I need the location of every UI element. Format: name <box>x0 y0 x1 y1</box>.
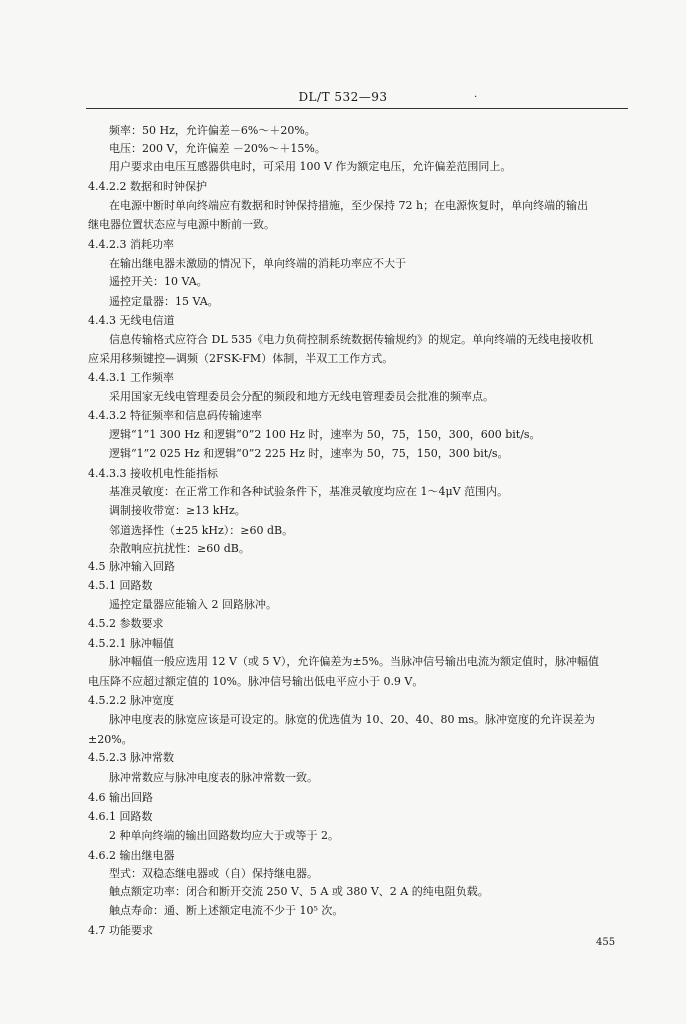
paragraph-line: 2 种单向终端的输出回路数均应大于或等于 2。 <box>109 829 339 842</box>
paragraph-line: 电压：200 V，允许偏差 －20%～＋15%。 <box>109 142 326 155</box>
paragraph-line: 脉冲幅值一般应选用 12 V（或 5 V），允许偏差为±5%。当脉冲信号输出电流为额定值时，脉冲幅值 <box>109 655 600 668</box>
section-heading: 4.4.3.3 接收机电性能指标 <box>88 467 218 480</box>
paragraph-line: 用户要求由电压互感器供电时，可采用 100 V 作为额定电压，允许偏差范围同上。 <box>109 160 512 173</box>
section-heading: 4.4.3 无线电信道 <box>88 314 175 327</box>
paragraph-line: 遥控开关：10 VA。 <box>109 275 208 288</box>
paragraph-line: 型式：双稳态继电器或（自）保持继电器。 <box>109 867 318 880</box>
paragraph-line: 在电源中断时单向终端应有数据和时钟保持措施，至少保持 72 h；在电源恢复时，单向终端的输出 <box>109 199 589 212</box>
paragraph-line: ±20%。 <box>88 733 133 746</box>
section-heading: 4.5.2.1 脉冲幅值 <box>88 637 174 650</box>
section-heading: 4.7 功能要求 <box>88 924 153 937</box>
section-heading: 4.6.2 输出继电器 <box>88 849 175 862</box>
paragraph-line: 遥控定量器：15 VA。 <box>109 295 219 308</box>
paragraph-line: 在输出继电器未激励的情况下，单向终端的消耗功率应不大于 <box>109 257 406 270</box>
section-heading: 4.5.2 参数要求 <box>88 617 164 630</box>
paragraph-line: 信息传输格式应符合 DL 535《电力负荷控制系统数据传输规约》的规定。单向终端的无线电接收机 <box>109 333 594 346</box>
page-number: 455 <box>596 937 616 948</box>
section-heading: 4.4.2.3 消耗功率 <box>88 238 174 251</box>
section-heading: 4.4.2.2 数据和时钟保护 <box>88 180 207 193</box>
section-heading: 4.5.2.2 脉冲宽度 <box>88 694 174 707</box>
paragraph-line: 应采用移频键控—调频（2FSK-FM）体制，半双工工作方式。 <box>88 352 394 365</box>
section-heading: 4.5.1 回路数 <box>88 579 153 592</box>
paragraph-line: 触点寿命：通、断上述额定电流不少于 10⁵ 次。 <box>109 904 344 917</box>
paragraph-line: 脉冲电度表的脉宽应该是可设定的。脉宽的优选值为 10、20、40、80 ms。脉冲宽度的允许误差为 <box>109 713 596 726</box>
paragraph-line: 杂散响应抗扰性：≥60 dB。 <box>109 542 250 555</box>
paragraph-line: 电压降不应超过额定值的 10%。脉冲信号输出低电平应小于 0.9 V。 <box>88 675 424 688</box>
section-heading: 4.6.1 回路数 <box>88 810 153 823</box>
paragraph-line: 逻辑“1”1 300 Hz 和逻辑“0”2 100 Hz 时，速率为 50，75，150，300，600 bit/s。 <box>109 428 541 441</box>
section-heading: 4.6 输出回路 <box>88 791 153 804</box>
paragraph-line: 遥控定量器应能输入 2 回路脉冲。 <box>109 598 277 611</box>
paragraph-line: 邻道选择性（±25 kHz）：≥60 dB。 <box>109 524 294 537</box>
paragraph-line: 基准灵敏度：在正常工作和各种试验条件下，基准灵敏度均应在 1～4μV 范围内。 <box>109 485 509 498</box>
paragraph-line: 采用国家无线电管理委员会分配的频段和地方无线电管理委员会批准的频率点。 <box>109 390 494 403</box>
section-heading: 4.5 脉冲输入回路 <box>88 560 175 573</box>
paragraph-line: 继电器位置状态应与电源中断前一致。 <box>88 218 275 231</box>
running-header: DL/T 532—93 <box>298 90 388 104</box>
header-rule <box>86 108 628 109</box>
paragraph-line: 频率：50 Hz，允许偏差－6%～＋20%。 <box>109 124 316 137</box>
section-heading: 4.5.2.3 脉冲常数 <box>88 751 174 764</box>
section-heading: 4.4.3.1 工作频率 <box>88 371 174 384</box>
section-heading: 4.4.3.2 特征频率和信息码传输速率 <box>88 409 262 422</box>
header-mark: · <box>474 92 478 103</box>
paragraph-line: 逻辑“1”2 025 Hz 和逻辑“0”2 225 Hz 时，速率为 50，75，150，300 bit/s。 <box>109 447 509 460</box>
paragraph-line: 触点额定功率：闭合和断开交流 250 V、5 A 或 380 V、2 A 的纯电阻负载。 <box>109 885 489 898</box>
paragraph-line: 脉冲常数应与脉冲电度表的脉冲常数一致。 <box>109 771 318 784</box>
paragraph-line: 调制接收带宽：≥13 kHz。 <box>109 504 246 517</box>
